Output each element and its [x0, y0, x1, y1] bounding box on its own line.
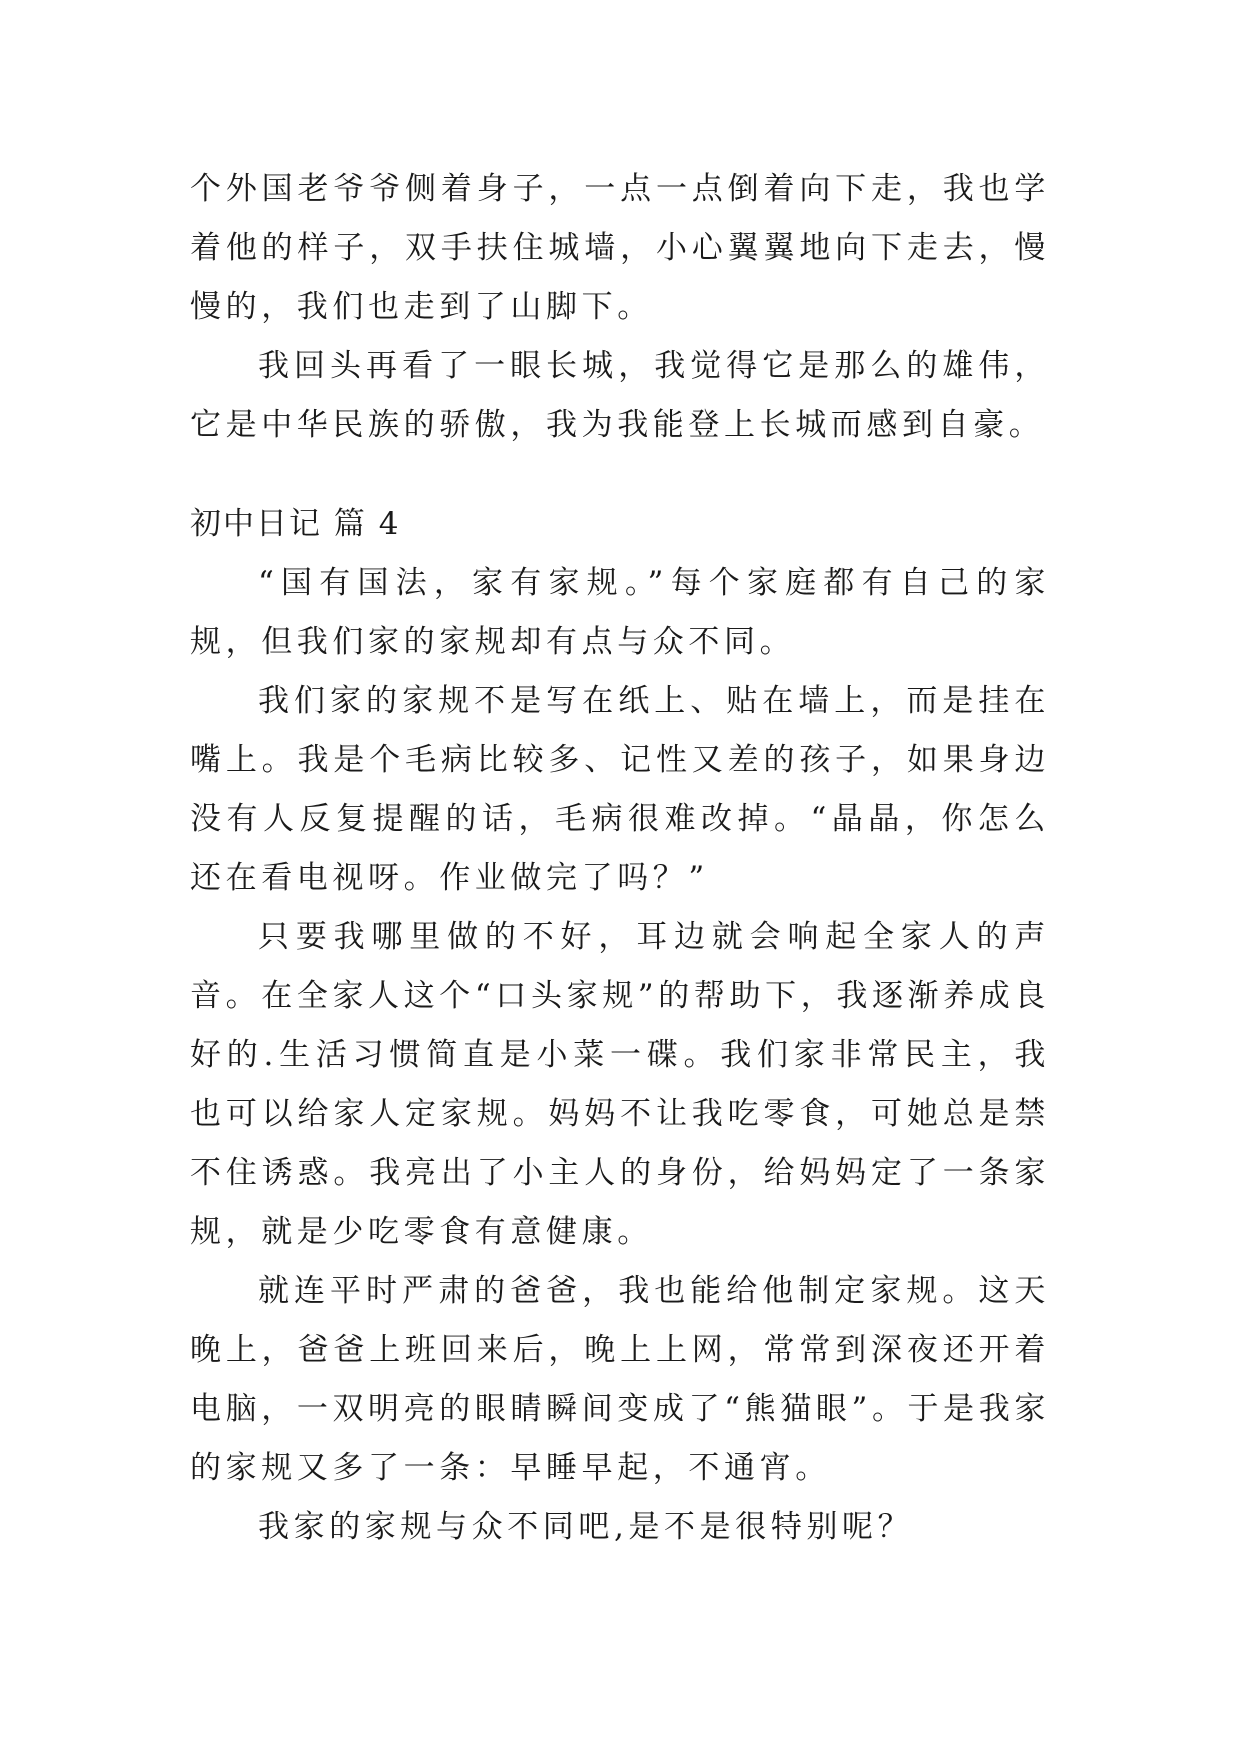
paragraph: 我回头再看了一眼长城，我觉得它是那么的雄伟，它是中华民族的骄傲，我为我能登上长城而感到自豪。	[190, 348, 1050, 443]
paragraph: 只要我哪里做的不好，耳边就会响起全家人的声音。在全家人这个“口头家规”的帮助下，我逐渐养成良好的.生活习惯简直是小菜一碟。我们家非常民主，我也可以给家人定家规。妈妈不让我吃零食，可她总是禁不住诱惑。我亮出了小主人的身份，给妈妈定了一条家规，就是少吃零食有意健康。	[190, 919, 1050, 1250]
paragraph: “国有国法，家有家规。”每个家庭都有自己的家规，但我们家的家规却有点与众不同。	[190, 565, 1050, 660]
paragraph: 就连平时严肃的爸爸，我也能给他制定家规。这天晚上，爸爸上班回来后，晚上上网，常常到深夜还开着电脑，一双明亮的眼睛瞬间变成了“熊猫眼”。于是我家的家规又多了一条：早睡早起，不通宵。	[190, 1273, 1050, 1486]
paragraph: 我家的家规与众不同吧,是不是很特别呢？	[258, 1509, 914, 1545]
document-body	[190, 160, 1050, 1557]
paragraph: 我们家的家规不是写在纸上、贴在墙上，而是挂在嘴上。我是个毛病比较多、记性又差的孩子，如果身边没有人反复提醒的话，毛病很难改掉。“晶晶，你怎么还在看电视呀。作业做完了吗？”	[190, 683, 1050, 896]
section-title: 初中日记 篇 4	[190, 506, 401, 542]
paragraph-continued: 个外国老爷爷侧着身子，一点一点倒着向下走，我也学着他的样子，双手扶住城墙，小心翼翼地向下走去，慢慢的，我们也走到了山脚下。	[190, 171, 1050, 325]
